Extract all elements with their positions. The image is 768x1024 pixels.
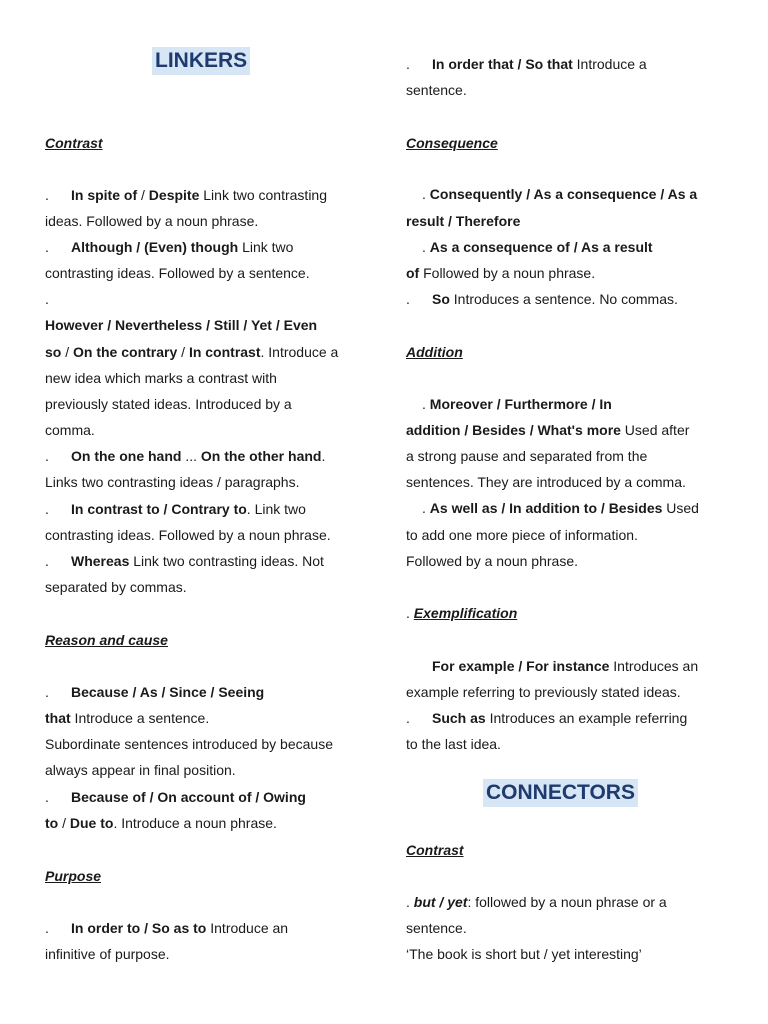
text-line: separated by commas. (45, 579, 187, 595)
text-line: infinitive of purpose. (45, 946, 170, 962)
text-line: to add one more piece of information. (406, 527, 638, 543)
connectors-title: CONNECTORS (483, 779, 638, 807)
text-line: previously stated ideas. Introduced by a (45, 396, 292, 412)
text-line: new idea which marks a contrast with (45, 370, 277, 386)
list-item: . So Introduces a sentence. No commas. (406, 291, 678, 307)
text-line: to / Due to. Introduce a noun phrase. (45, 815, 277, 831)
text-line: . (45, 291, 49, 307)
section-heading-connectors-contrast: Contrast (406, 842, 464, 858)
list-item: . In spite of / Despite Link two contrasting (45, 187, 327, 203)
text-line: example referring to previously stated ideas. (406, 684, 681, 700)
text-line: result / Therefore (406, 213, 521, 229)
text-line: However / Nevertheless / Still / Yet / Even (45, 317, 318, 333)
text-line: Followed by a noun phrase. (406, 553, 578, 569)
list-item: . Because of / On account of / Owing (45, 789, 306, 805)
list-item: . In contrast to / Contrary to. Link two (45, 501, 306, 517)
text-line: sentences. They are introduced by a comma. (406, 474, 686, 490)
list-item: . As a consequence of / As a result (422, 239, 653, 255)
text-line: sentence. (406, 920, 467, 936)
text-line: ideas. Followed by a noun phrase. (45, 213, 259, 229)
list-item: For example / For instance Introduces an (432, 658, 699, 674)
text-line: to the last idea. (406, 736, 501, 752)
section-heading-consequence: Consequence (406, 135, 498, 151)
text-line: comma. (45, 422, 95, 438)
text-line: ‘The book is short but / yet interesting’ (406, 946, 642, 962)
section-heading-contrast: Contrast (45, 135, 103, 151)
list-item: . Although / (Even) though Link two (45, 239, 294, 255)
text-line: that Introduce a sentence. (45, 710, 210, 726)
linkers-title: LINKERS (152, 47, 250, 75)
list-item: . On the one hand ... On the other hand. (45, 448, 326, 464)
text-line: of Followed by a noun phrase. (406, 265, 596, 281)
list-item: . Because / As / Since / Seeing (45, 684, 265, 700)
section-heading-addition: Addition (406, 344, 463, 360)
text-line: sentence. (406, 82, 467, 98)
section-heading-reason: Reason and cause (45, 632, 168, 648)
text-line: always appear in final position. (45, 762, 236, 778)
list-item: . In order to / So as to Introduce an (45, 920, 289, 936)
list-item: . Consequently / As a consequence / As a (422, 186, 698, 202)
text-line: Subordinate sentences introduced by because (45, 736, 333, 752)
list-item: . but / yet: followed by a noun phrase or a (406, 894, 667, 910)
list-item: . Such as Introduces an example referring (406, 710, 688, 726)
text-line: Links two contrasting ideas / paragraphs. (45, 474, 300, 490)
list-item: . Whereas Link two contrasting ideas. Not (45, 553, 324, 569)
text-line: contrasting ideas. Followed by a sentence. (45, 265, 310, 281)
list-item: . As well as / In addition to / Besides Used (422, 500, 699, 516)
list-item: . Moreover / Furthermore / In (422, 396, 612, 412)
section-heading-purpose: Purpose (45, 868, 102, 884)
text-line: so / On the contrary / In contrast. Introduce a (45, 344, 339, 360)
section-heading-exemplification: . Exemplification (406, 605, 518, 621)
text-line: contrasting ideas. Followed by a noun phrase. (45, 527, 331, 543)
list-item: . In order that / So that Introduce a (406, 56, 647, 72)
text-line: addition / Besides / What's more Used after (406, 422, 690, 438)
text-line: a strong pause and separated from the (406, 448, 648, 464)
